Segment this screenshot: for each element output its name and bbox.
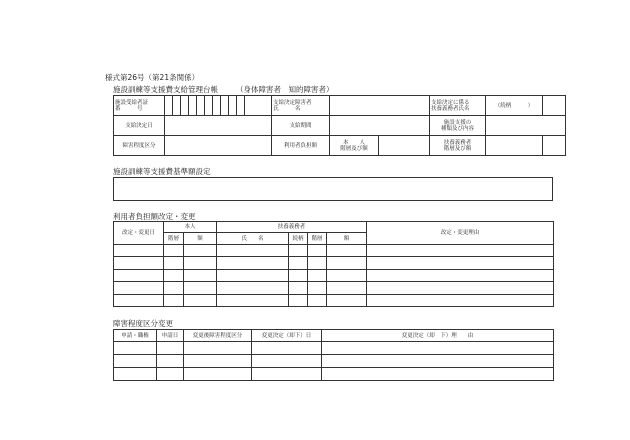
col-name: 氏 名	[217, 233, 289, 244]
cell[interactable]	[157, 368, 184, 381]
cell[interactable]	[164, 282, 184, 294]
cell[interactable]	[289, 269, 308, 281]
guardian-label: 支給決定に係る 扶養義務者氏名	[430, 96, 486, 116]
cert-digit[interactable]	[197, 96, 205, 116]
support-type-field[interactable]	[486, 116, 566, 136]
decision-date-field[interactable]	[165, 116, 272, 136]
cell[interactable]	[184, 294, 217, 306]
burden-table	[113, 221, 554, 307]
cell[interactable]	[289, 244, 308, 256]
cell[interactable]	[217, 244, 289, 256]
cell[interactable]	[114, 257, 164, 269]
page-subtitle: （身体障害者 知的障害者）	[236, 85, 334, 94]
table-row	[114, 257, 554, 269]
cell[interactable]	[289, 257, 308, 269]
cell[interactable]	[184, 244, 217, 256]
cell[interactable]	[327, 282, 367, 294]
guardian-relation[interactable]: （続柄 ）	[486, 96, 543, 116]
table-row	[114, 355, 554, 368]
col-dependent: 扶養義務者	[217, 222, 367, 233]
table-row	[114, 244, 554, 256]
table-row	[114, 294, 554, 306]
cert-digit[interactable]	[229, 96, 237, 116]
table-row	[114, 269, 554, 281]
section-title-class-change: 障害程度区分変更	[113, 319, 173, 328]
page-title: 施設訓練等支援費支給管理台帳	[113, 85, 218, 94]
cell[interactable]	[322, 355, 554, 368]
col-self: 本人	[164, 222, 217, 233]
cell[interactable]	[114, 342, 157, 355]
cell[interactable]	[114, 244, 164, 256]
self-tier-label: 階層及び額	[340, 145, 368, 152]
col-decision-date: 変更決定（却下）日	[252, 330, 322, 342]
self-amount-field[interactable]	[379, 136, 429, 155]
section-title-standard: 施設訓練等支援費基準額設定	[113, 167, 211, 176]
cell[interactable]	[289, 294, 308, 306]
support-type-label: 施設支援の 種類及び内容	[430, 116, 486, 136]
cell[interactable]	[367, 244, 554, 256]
cell[interactable]	[327, 294, 367, 306]
guardian-extra[interactable]	[543, 96, 566, 116]
cell[interactable]	[367, 294, 554, 306]
table-row	[114, 342, 554, 355]
user-burden-self	[330, 136, 430, 156]
dependent-amount-field[interactable]	[486, 136, 543, 156]
dependent-extra[interactable]	[543, 136, 566, 156]
col-apply-type: 申請・職権	[114, 330, 157, 342]
class-change-table	[113, 329, 554, 381]
cell[interactable]	[322, 368, 554, 381]
cell[interactable]	[327, 244, 367, 256]
decision-person-field[interactable]	[330, 96, 430, 116]
cell[interactable]	[217, 269, 289, 281]
cell[interactable]	[157, 342, 184, 355]
cell[interactable]	[114, 282, 164, 294]
cert-digit-extra[interactable]	[245, 96, 272, 116]
col-amount2: 額	[327, 233, 367, 244]
cell[interactable]	[217, 294, 289, 306]
cell[interactable]	[164, 294, 184, 306]
standard-amount-box[interactable]	[113, 177, 553, 201]
cell[interactable]	[308, 294, 327, 306]
cert-digit[interactable]	[213, 96, 221, 116]
col-relation: 続柄	[289, 233, 308, 244]
cell[interactable]	[184, 282, 217, 294]
cert-digit[interactable]	[205, 96, 213, 116]
dependent-label: 扶養義務者 階層及び額	[430, 136, 486, 156]
cell[interactable]	[308, 244, 327, 256]
info-table	[113, 95, 566, 156]
cert-digit[interactable]	[181, 96, 189, 116]
cell[interactable]	[252, 355, 322, 368]
cell[interactable]	[184, 355, 252, 368]
cell[interactable]	[114, 294, 164, 306]
cell[interactable]	[217, 257, 289, 269]
disability-class-label: 障害程度区分	[114, 136, 165, 156]
col-amount: 額	[184, 233, 217, 244]
cell[interactable]	[114, 355, 157, 368]
cell[interactable]	[289, 282, 308, 294]
cert-digit[interactable]	[173, 96, 181, 116]
cell[interactable]	[367, 282, 554, 294]
disability-class-field[interactable]	[165, 136, 272, 156]
cell[interactable]	[217, 282, 289, 294]
col-class-reason: 変更決定（却 下）理 由	[322, 330, 554, 342]
table-row	[114, 368, 554, 381]
period-field[interactable]	[330, 116, 430, 136]
decision-person-label: 支給決定障害者 氏 名	[272, 96, 330, 116]
col-new-class: 変更後障害程度区分	[184, 330, 252, 342]
cell[interactable]	[164, 244, 184, 256]
cell[interactable]	[367, 257, 554, 269]
section-title-burden: 利用者負担額改定・変更	[113, 212, 196, 221]
cell[interactable]	[308, 282, 327, 294]
self-label: 本 人	[342, 139, 365, 146]
table-row	[114, 282, 554, 294]
cell[interactable]	[157, 355, 184, 368]
period-label: 支給期間	[272, 116, 330, 136]
cert-digit[interactable]	[221, 96, 229, 116]
col-tier: 階層	[164, 233, 184, 244]
cell[interactable]	[367, 269, 554, 281]
cell[interactable]	[308, 257, 327, 269]
cell[interactable]	[164, 269, 184, 281]
col-reason: 改定・変更理由	[367, 222, 554, 245]
cell[interactable]	[252, 342, 322, 355]
cell[interactable]	[114, 368, 157, 381]
cert-digit[interactable]	[189, 96, 197, 116]
form-number: 様式第26号（第21条関係）	[105, 73, 200, 82]
cell[interactable]	[308, 269, 327, 281]
cert-digit[interactable]	[237, 96, 245, 116]
cell[interactable]	[322, 342, 554, 355]
cell[interactable]	[184, 269, 217, 281]
cell[interactable]	[184, 368, 252, 381]
cert-digit[interactable]	[165, 96, 173, 116]
cell[interactable]	[114, 269, 164, 281]
cell[interactable]	[252, 368, 322, 381]
standard-amount-field[interactable]	[114, 178, 553, 201]
cell[interactable]	[184, 342, 252, 355]
facility-cert-label: 施設受給者証 番 号	[114, 96, 165, 116]
cell[interactable]	[327, 257, 367, 269]
col-tier2: 階層	[308, 233, 327, 244]
user-burden-label: 利用者負担額	[272, 136, 330, 156]
col-apply-date: 申請日	[157, 330, 184, 342]
cell[interactable]	[164, 257, 184, 269]
col-change-date: 改定・変更日	[114, 222, 164, 245]
cell[interactable]	[327, 269, 367, 281]
decision-date-label: 支給決定日	[114, 116, 165, 136]
cell[interactable]	[184, 257, 217, 269]
